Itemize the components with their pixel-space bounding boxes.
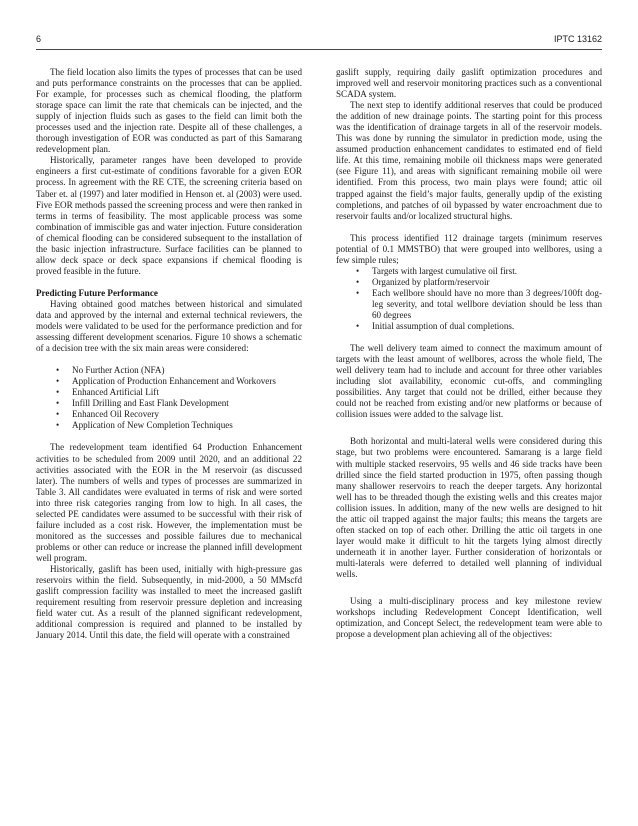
list-item: • Enhanced Oil Recovery [56, 409, 159, 420]
list-item: • Each wellbore should have no more than 3 degrees/100ft dog-leg severity, and total wellbore deviation should be less than 60 degrees [356, 287, 602, 320]
list-item: • Application of Production Enhancement and Workovers [56, 376, 276, 387]
paragraph: The field location also limits the types of processes that can be used and puts performance constraints on the processes that can be applied. For example, for processes such as chemical flooding, the platform storage space can limit the rate that chemicals can be injected, and the supply of injection fluids such as gases to the field can limit both the processes used and the injection rate. Despite all of these challenges, a thorough investigation of EOR was conducted as part of this Samarang redevelopment plan. [36, 67, 302, 155]
list-item: • Application of New Completion Techniques [56, 420, 233, 431]
bullet-icon: • [356, 287, 360, 298]
bullet-icon: • [356, 265, 360, 276]
header-rule [36, 49, 602, 50]
paragraph: Both horizontal and multi-lateral wells were considered during this stage, but two problems were encountered. Samarang is a large field with multiple stacked reservoirs, 95 wells and 46 side tracks have been drilled since the field started production in 1975, often passing though many shallower reservoirs to reach the deeper targets. Any horizontal well has to be threaded though the existing wells and this creates major collision issues. In addition, many of the new wells are designed to hit the attic oil trapped against the major faults; this means the targets are often stacked on top of each other. Drilling the attic oil targets in one layer would make it difficult to hit the targets lying almost directly underneath it in another layer. Further consideration of horizontals or multi-laterals were deferred to detailed well planning of individual wells. [336, 436, 602, 579]
section-heading: Predicting Future Performance [36, 287, 158, 298]
right-column [336, 67, 602, 640]
bullet-icon: • [56, 398, 60, 409]
paragraph: The well delivery team aimed to connect the maximum amount of targets with the least amount of wellbores, across the whole field, The well delivery team had to include and account for three other variables including slot availability, economic cut-offs, and commingling possibilities. Any target that could not be drilled, either because they could not be reached from existing and/or new platforms or because of collision issues were added to the salvage list. [336, 343, 602, 420]
bullet-list [40, 365, 302, 431]
list-item: • Infill Drilling and East Flank Development [56, 398, 229, 409]
paragraph: Historically, parameter ranges have been developed to provide engineers a first cut-estimate of conditions favorable for a given EOR process. In agreement with the RE CTE, the screening criteria based on Taber et. al (1997) and later modified in Henson et. al (2003) were used. Five EOR methods passed the screening process and were then ranked in terms in terms of feasibility. The most applicable process was some combination of immiscible gas and water injection. Future consideration of chemical flooding can be considered subsequent to the installation of the basic injection infrastructure. Surface facilities can be planned to allow deck space or deck space expansions if chemical flooding is proved feasible in the future. [36, 155, 302, 276]
bullet-icon: • [56, 365, 60, 376]
paragraph: Having obtained good matches between historical and simulated data and approved by the internal and external technical reviewers, the models were validated to be used for the performance prediction and for assessing different development scenarios. Figure 10 shows a schematic of a decision tree with the six main areas were considered: [36, 298, 302, 354]
list-item: • Enhanced Artificial Lift [56, 387, 159, 398]
bullet-icon: • [56, 409, 60, 420]
list-item: • Targets with largest cumulative oil first. [356, 265, 518, 276]
paragraph: Using a multi-disciplinary process and key milestone review workshops including Redevelopment Concept Identification, well optimization, and Concept Select, the redevelopment team were able to propose a development plan achieving all of the objectives: [336, 596, 602, 640]
page-number: 6 [36, 34, 42, 44]
list-item: • Initial assumption of dual completions. [356, 321, 515, 332]
list-item: • No Further Action (NFA) [56, 365, 165, 376]
paragraph: The redevelopment team identified 64 Production Enhancement activities to be scheduled from 2009 until 2020, and an additional 22 activities associated with the EOR in the M reservoir (as discussed later). The numbers of wells and types of processes are summarized in Table 3. All candidates were evaluated in terms of risk and were sorted into three risk categories ranging from low to high. In all cases, the selected PE candidates were assumed to be successful with their risk of failure included as a cost risk. However, the implementation must be monitored as the successes and possible failures due to mechanical problems or other can reduce or increase the planned infill development well program. [36, 442, 302, 563]
bullet-icon: • [56, 387, 60, 398]
paragraph: The next step to identify additional reserves that could be produced the addition of new drainage points. The starting point for this process was the identification of drainage targets in all of the reservoir models. This was done by running the simulator in prediction mode, using the assumed production enhancement candidates to estimated end of field life. At this time, remaining mobile oil thickness maps were generated (see Figure 11), and areas with significant remaining mobile oil were identified. From this process, two main plays were found; attic oil trapped against the field’s major faults, generally updip of the existing completions, and patches of oil bypassed by water encroachment due to reservoir faults and/or localized structural highs. [336, 100, 602, 221]
paragraph: This process identified 112 drainage targets (minimum reserves potential of 0.1 MMSTBO) that were grouped into wellbores, using a few simple rules; [336, 232, 602, 265]
page-header [36, 34, 602, 48]
document-id: IPTC 13162 [553, 34, 602, 44]
bullet-list [340, 266, 602, 332]
bullet-icon: • [56, 420, 60, 431]
paragraph: Historically, gaslift has been used, initially with high-pressure gas reservoirs within the field. Subsequently, in mid-2000, a 50 MMscfd gaslift compression facility was installed to meet the increased gaslift requirement resulting from reservoir pressure depletion and increasing field water cut. As a result of the planned significant redevelopment, additional compression is required and planned to be installed by January 2014. Until this date, the field will operate with a constrained [36, 563, 302, 641]
left-column [36, 67, 302, 641]
bullet-icon: • [356, 276, 360, 287]
paragraph: gaslift supply, requiring daily gaslift optimization procedures and improved well and reservoir monitoring practices such as a conventional SCADA system. [336, 67, 602, 100]
list-item: • Organized by platform/reservoir [356, 276, 490, 287]
bullet-icon: • [356, 321, 360, 332]
bullet-icon: • [56, 376, 60, 387]
